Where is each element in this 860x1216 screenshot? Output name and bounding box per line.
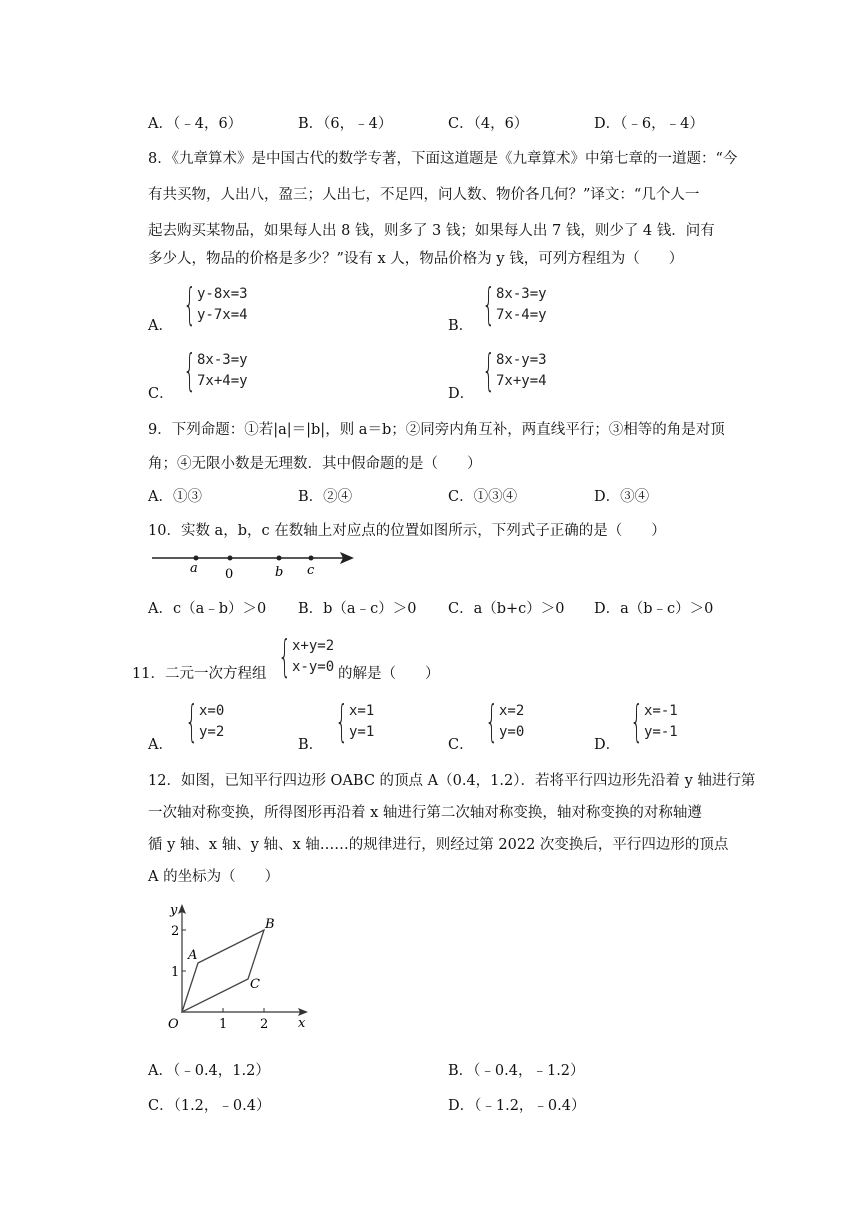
equation: y=1 [349, 724, 375, 740]
q9-option-d: D．③④ [594, 489, 650, 505]
vertex-b-label: B [265, 917, 275, 932]
q8-line-4: 多少人，物品的价格是多少？”设有 x 人，物品价格为 y 钱，可列方程组为（ ） [148, 251, 684, 267]
q8-line-1: 8．《九章算术》是中国古代的数学专著，下面这道题是《九章算术》中第七章的一道题：“今 [148, 151, 738, 167]
brace-icon: { [630, 696, 643, 747]
q8-option-b-system [467, 279, 547, 330]
q12-line-4: A 的坐标为（ ） [148, 869, 280, 885]
equation: y-7x=4 [197, 307, 248, 323]
point-a [194, 556, 199, 561]
q7-option-a: A．（﹣4，6） [148, 116, 243, 132]
q8-line-3: 起去购买某物品，如果每人出 8 钱，则多了 3 钱；如果每人出 7 钱，则少了 4 钱．问有 [148, 223, 715, 239]
number-line-figure [148, 548, 360, 584]
equation: y=0 [499, 724, 525, 740]
origin-label: O [168, 1017, 179, 1032]
q9-option-a: A．①③ [148, 489, 202, 505]
label-b: b [275, 565, 284, 580]
q8-option-c-label: C． [148, 386, 174, 402]
q9-option-b: B．②④ [298, 489, 353, 505]
q9-line-1: 9．下列命题：①若|a|＝|b|，则 a＝b；②同旁内角互补，两直线平行；③相等的角是对顶 [148, 422, 725, 438]
q11-option-d-label: D． [594, 737, 621, 753]
tick-label-y-2: 2 [171, 924, 180, 939]
q10-option-c: C．a（b+c）＞0 [448, 601, 565, 617]
point-b [277, 556, 282, 561]
q12-option-a: A．（﹣0.4，1.2） [148, 1063, 270, 1079]
q10-line: 10．实数 a，b，c 在数轴上对应点的位置如图所示，下列式子正确的是（ ） [148, 523, 666, 539]
equation: x=-1 [644, 703, 678, 719]
q12-line-1: 12．如图，已知平行四边形 OABC 的顶点 A（0.4，1.2）．若将平行四边形先沿着 y 轴进行第 [148, 773, 756, 789]
equation: 8x-y=3 [496, 352, 547, 368]
q11-option-b-system [320, 696, 375, 747]
equation: y-8x=3 [197, 286, 248, 302]
q11-option-b-label: B． [298, 737, 324, 753]
point-zero [228, 556, 233, 561]
brace-icon: { [183, 279, 196, 330]
parallelogram-oabc [182, 930, 264, 1012]
q9-option-c: C．①③④ [448, 489, 518, 505]
q10-option-d: D．a（b﹣c）＞0 [594, 601, 714, 617]
q9-line-2: 角；④无限小数是无理数．其中假命题的是（ ） [148, 456, 482, 472]
q11-prefix: 11．二元一次方程组 [132, 666, 267, 682]
equation: y=-1 [644, 724, 678, 740]
vertex-a-label: A [188, 948, 198, 963]
equation: 7x+4=y [197, 373, 248, 389]
q12-line-2: 一次轴对称变换，所得图形再沿着 x 轴进行第二次轴对称变换，轴对称变换的对称轴遵 [148, 805, 702, 821]
q7-option-c: C．（4，6） [448, 116, 529, 132]
q11-suffix: 的解是（ ） [338, 666, 440, 682]
equation: x=0 [199, 703, 225, 719]
q8-option-a-system [168, 279, 248, 330]
y-axis-label: y [170, 903, 178, 918]
tick-label-x-1: 1 [219, 1017, 228, 1032]
brace-icon: { [482, 345, 495, 396]
tick-label-y-1: 1 [171, 965, 180, 980]
x-axis-label: x [298, 1016, 306, 1031]
equation: x+y=2 [292, 638, 335, 654]
equation: 8x-3=y [496, 286, 547, 302]
equation: y=2 [199, 724, 225, 740]
brace-icon: { [335, 696, 348, 747]
q8-option-c-system [168, 345, 248, 396]
q10-option-a: A．c（a﹣b）＞0 [148, 601, 267, 617]
q11-option-d-system [615, 696, 678, 747]
q7-option-b: B．（6，﹣4） [298, 116, 393, 132]
q8-option-d-system [467, 345, 547, 396]
q11-option-c-label: C． [448, 737, 474, 753]
label-a: a [190, 561, 198, 576]
brace-icon: { [183, 345, 196, 396]
q8-option-d-label: D． [448, 386, 475, 402]
equation: x=1 [349, 703, 375, 719]
label-zero: 0 [225, 567, 234, 582]
vertex-c-label: C [250, 977, 260, 992]
q8-line-2: 有共买物，人出八，盈三；人出七，不足四，问人数、物价各几何？”译文：“几个人一 [148, 187, 700, 203]
brace-icon: { [482, 279, 495, 330]
equation: 7x+y=4 [496, 373, 547, 389]
brace-icon: { [278, 631, 291, 682]
equation: 7x-4=y [496, 307, 547, 323]
tick-label-x-2: 2 [260, 1017, 269, 1032]
equation: 8x-3=y [197, 352, 248, 368]
q8-option-b-label: B． [448, 318, 474, 334]
q11-option-c-system [470, 696, 525, 747]
q12-line-3: 循 y 轴、x 轴、y 轴、x 轴……的规律进行，则经过第 2022 次变换后，平行四边形的顶点 [148, 837, 729, 853]
brace-icon: { [185, 696, 198, 747]
point-c [309, 556, 314, 561]
parallelogram-figure [150, 896, 320, 1042]
q11-option-a-system [170, 696, 225, 747]
q11-system [263, 631, 335, 682]
q10-option-b: B．b（a﹣c）＞0 [298, 601, 417, 617]
q11-option-a-label: A． [148, 737, 173, 753]
equation: x=2 [499, 703, 525, 719]
q8-option-a-label: A． [148, 318, 173, 334]
brace-icon: { [485, 696, 498, 747]
q12-option-d: D．（﹣1.2，﹣0.4） [448, 1098, 586, 1114]
equation: x-y=0 [292, 659, 335, 675]
q12-option-b: B．（﹣0.4，﹣1.2） [448, 1063, 585, 1079]
q12-option-c: C．（1.2，﹣0.4） [148, 1098, 271, 1114]
q7-option-d: D．（﹣6，﹣4） [594, 116, 704, 132]
label-c: c [307, 563, 315, 578]
